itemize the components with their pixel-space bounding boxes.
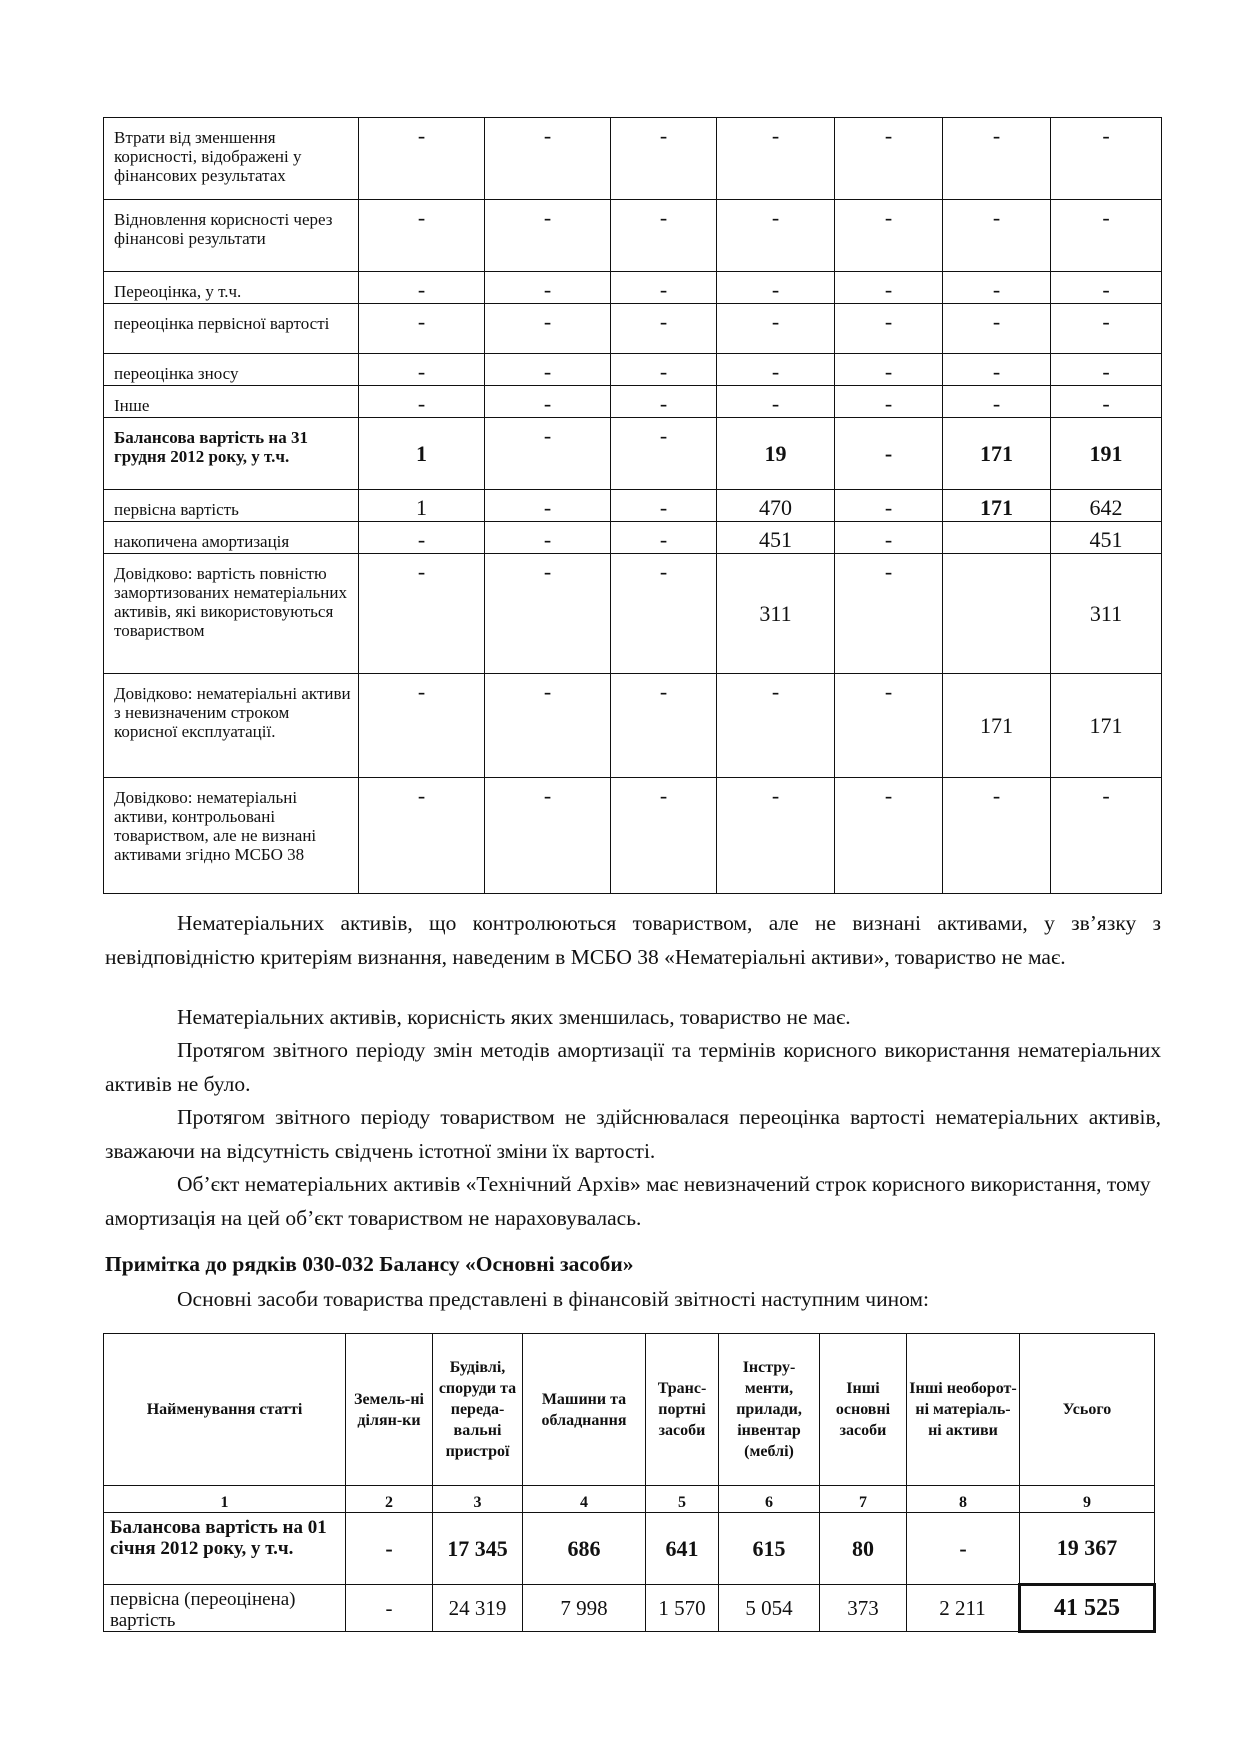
paragraph-4: Протягом звітного періоду товариством не здійснювалася переоцінка вартості нематеріальних активів, зважаючи на відсутність свідчень істотної зміни їх вартості.: [105, 1105, 1161, 1163]
cell-value: -: [884, 123, 893, 148]
column-header: Інстру-менти, прилади, інвентар (меблі): [719, 1334, 820, 1486]
table-cell: [943, 354, 1051, 386]
cell-value: -: [659, 495, 668, 520]
table-cell: [611, 674, 717, 778]
column-header: Усього: [1020, 1334, 1155, 1486]
cell-value: -: [1102, 309, 1110, 334]
table-row: [104, 674, 1162, 778]
cell-value: -: [1102, 123, 1110, 148]
column-number: 7: [820, 1486, 907, 1513]
cell-value: -: [884, 309, 893, 334]
row-label: Відновлення корисності через фінансові результати: [104, 200, 359, 272]
row-label: Довідково: нематеріальні активи з невизначеним строком корисної експлуатації.: [104, 674, 359, 778]
column-number: 4: [523, 1486, 646, 1513]
table-cell: [1051, 490, 1162, 522]
table-cell: [611, 490, 717, 522]
table-row: [104, 200, 1162, 272]
cell-value: 642: [1089, 495, 1123, 520]
column-header: Земель-ні ділян-ки: [346, 1334, 433, 1486]
cell-value: -: [543, 309, 552, 334]
column-header: Машини та обладнання: [523, 1334, 646, 1486]
table-row: [104, 354, 1162, 386]
table-cell: [1051, 304, 1162, 354]
cell-value: -: [884, 277, 893, 302]
table-cell: [485, 674, 611, 778]
cell-value: -: [659, 783, 668, 808]
table-cell: [611, 118, 717, 200]
cell-value: -: [543, 495, 552, 520]
table-cell: [943, 778, 1051, 894]
table-cell: 41 525: [1020, 1585, 1155, 1632]
cell-value: -: [1102, 359, 1110, 384]
cell-value: -: [884, 679, 893, 704]
table-cell: [835, 304, 943, 354]
table-cell: [717, 118, 835, 200]
row-label: Балансова вартість на 01 січня 2012 року, у т.ч.: [104, 1513, 346, 1585]
table-cell: 80: [820, 1513, 907, 1585]
table-cell: [611, 418, 717, 490]
column-header: Найменування статті: [104, 1334, 346, 1486]
table-cell: [611, 522, 717, 554]
table-cell: [835, 418, 943, 490]
cell-value: 171: [1089, 712, 1123, 738]
table-cell: [1051, 200, 1162, 272]
table-cell: [359, 778, 485, 894]
cell-value: -: [884, 205, 893, 230]
row-label: Переоцінка, у т.ч.: [104, 272, 359, 304]
cell-value: -: [659, 391, 668, 416]
cell-value: -: [659, 527, 668, 552]
table-cell: [485, 554, 611, 674]
cell-value: -: [417, 205, 426, 230]
cell-value: -: [543, 783, 552, 808]
cell-value: -: [659, 309, 668, 334]
cell-value: -: [884, 495, 893, 520]
intro-paragraph: Основні засоби товариства представлені в фінансовій звітності наступним чином:: [177, 1287, 929, 1311]
table-cell: [717, 674, 835, 778]
table-cell: [611, 200, 717, 272]
table-cell: [835, 386, 943, 418]
table-cell: [1051, 118, 1162, 200]
table-cell: [611, 554, 717, 674]
table-cell: [717, 554, 835, 674]
table-cell: -: [907, 1513, 1020, 1585]
cell-value: -: [992, 123, 1001, 148]
table-cell: [1051, 418, 1162, 490]
table-cell: [359, 200, 485, 272]
table-cell: [611, 354, 717, 386]
table-cell: [943, 522, 1051, 554]
table-cell: [717, 354, 835, 386]
table-cell: [943, 118, 1051, 200]
cell-value: -: [771, 277, 780, 302]
table-cell: [717, 418, 835, 490]
table-cell: 641: [646, 1513, 719, 1585]
table-cell: [717, 386, 835, 418]
table-cell: [359, 386, 485, 418]
row-label: первісна вартість: [104, 490, 359, 522]
table-cell: [943, 674, 1051, 778]
table-row: [104, 522, 1162, 554]
table-cell: [485, 418, 611, 490]
table-row: [104, 272, 1162, 304]
cell-value: -: [884, 783, 893, 808]
cell-value: -: [1102, 783, 1110, 808]
cell-value: -: [1102, 391, 1110, 416]
cell-value: -: [771, 679, 780, 704]
cell-value: -: [659, 679, 668, 704]
cell-value: -: [417, 391, 426, 416]
cell-value: -: [543, 359, 552, 384]
cell-value: -: [771, 359, 780, 384]
table-cell: [359, 674, 485, 778]
table-cell: [359, 522, 485, 554]
cell-value: -: [659, 277, 668, 302]
table-cell: [359, 554, 485, 674]
table-cell: 17 345: [433, 1513, 523, 1585]
table-cell: [485, 490, 611, 522]
cell-value: -: [543, 559, 552, 584]
table-cell: [1051, 272, 1162, 304]
column-number: 5: [646, 1486, 719, 1513]
table-cell: [611, 386, 717, 418]
cell-value: -: [992, 391, 1001, 416]
table-cell: [359, 304, 485, 354]
table-cell: -: [346, 1513, 433, 1585]
column-number-row: [104, 1486, 1155, 1513]
table-row: [104, 1513, 1155, 1585]
row-label: Довідково: вартість повністю замортизованих нематеріальних активів, які використовуються товариством: [104, 554, 359, 674]
table-cell: [485, 304, 611, 354]
table-cell: [359, 272, 485, 304]
row-label: Довідково: нематеріальні активи, контрольовані товариством, але не визнані активами згідно МСБО 38: [104, 778, 359, 894]
cell-value: 451: [1089, 527, 1123, 552]
cell-value: -: [659, 359, 668, 384]
cell-value: -: [417, 123, 426, 148]
table-cell: [835, 272, 943, 304]
cell-value: 171: [980, 495, 1013, 520]
table-row: [104, 778, 1162, 894]
column-header: Транс-портні засоби: [646, 1334, 719, 1486]
table-cell: 24 319: [433, 1585, 523, 1632]
cell-value: -: [884, 359, 893, 384]
table-cell: [485, 522, 611, 554]
table-row: [104, 554, 1162, 674]
cell-value: -: [543, 423, 552, 448]
column-header: Інші основні засоби: [820, 1334, 907, 1486]
table-cell: [943, 272, 1051, 304]
table-cell: [943, 418, 1051, 490]
cell-value: -: [417, 277, 426, 302]
cell-value: -: [543, 123, 552, 148]
cell-value: -: [543, 277, 552, 302]
table-cell: [835, 522, 943, 554]
cell-value: 191: [1089, 440, 1123, 466]
column-header: Інші необорот-ні матеріаль-ні активи: [907, 1334, 1020, 1486]
row-label: переоцінка зносу: [104, 354, 359, 386]
cell-value: 311: [759, 600, 792, 626]
cell-value: -: [771, 205, 780, 230]
table-cell: [485, 200, 611, 272]
intangible-assets-table: [103, 117, 1162, 894]
cell-value: -: [417, 783, 426, 808]
table-cell: [717, 200, 835, 272]
row-label: Балансова вартість на 31 грудня 2012 року, у т.ч.: [104, 418, 359, 490]
cell-value: 1: [416, 440, 427, 466]
cell-value: -: [992, 309, 1001, 334]
table-cell: 7 998: [523, 1585, 646, 1632]
paragraph-3: Протягом звітного періоду змін методів амортизації та термінів корисного використання нематеріальних активів не було.: [105, 1038, 1161, 1096]
column-header: Будівлі, споруди та переда-вальні пристрої: [433, 1334, 523, 1486]
row-label: Інше: [104, 386, 359, 418]
table-row: [104, 118, 1162, 200]
cell-value: -: [1102, 277, 1110, 302]
table-cell: [943, 490, 1051, 522]
cell-value: -: [543, 527, 552, 552]
table-row: [104, 490, 1162, 522]
table-cell: [943, 304, 1051, 354]
cell-value: -: [1102, 205, 1110, 230]
table-cell: [485, 386, 611, 418]
table-cell: [835, 200, 943, 272]
table-cell: [835, 674, 943, 778]
cell-value: 311: [1089, 600, 1123, 626]
cell-value: -: [992, 359, 1001, 384]
table-cell: 19 367: [1020, 1513, 1155, 1585]
cell-value: 470: [759, 495, 792, 520]
cell-value: -: [417, 679, 426, 704]
row-label: переоцінка первісної вартості: [104, 304, 359, 354]
table-cell: [1051, 554, 1162, 674]
table-cell: 373: [820, 1585, 907, 1632]
table-cell: [485, 778, 611, 894]
table-cell: [485, 272, 611, 304]
table-cell: 615: [719, 1513, 820, 1585]
cell-value: 171: [980, 712, 1013, 738]
cell-value: 1: [416, 495, 427, 520]
table-cell: [717, 272, 835, 304]
table-cell: [835, 118, 943, 200]
table-cell: [359, 490, 485, 522]
cell-value: -: [771, 123, 780, 148]
cell-value: -: [992, 783, 1001, 808]
table-cell: [485, 354, 611, 386]
cell-value: 171: [980, 440, 1013, 466]
column-number: 2: [346, 1486, 433, 1513]
table-cell: 5 054: [719, 1585, 820, 1632]
table-cell: [717, 522, 835, 554]
cell-value: -: [884, 391, 893, 416]
cell-value: -: [884, 440, 893, 466]
cell-value: -: [659, 123, 668, 148]
paragraph-2: Нематеріальних активів, корисність яких зменшилась, товариство не має.: [177, 1005, 851, 1029]
table-cell: [1051, 674, 1162, 778]
cell-value: -: [884, 559, 893, 584]
cell-value: -: [543, 679, 552, 704]
table-cell: [943, 554, 1051, 674]
cell-value: -: [417, 527, 426, 552]
cell-value: -: [659, 205, 668, 230]
table-cell: [835, 778, 943, 894]
cell-value: -: [992, 205, 1001, 230]
table-cell: [717, 778, 835, 894]
section-heading: Примітка до рядків 030-032 Балансу «Основні засоби»: [105, 1252, 634, 1276]
table-row: [104, 418, 1162, 490]
table-cell: [717, 490, 835, 522]
table-cell: 2 211: [907, 1585, 1020, 1632]
table-cell: -: [346, 1585, 433, 1632]
table-cell: [359, 354, 485, 386]
table-cell: [717, 304, 835, 354]
paragraph-5: Об’єкт нематеріальних активів «Технічний Архів» має невизначений строк корисного використання, тому амортизація на цей об’єкт товариством не нараховувалась.: [105, 1172, 1151, 1230]
table-row: [104, 386, 1162, 418]
cell-value: -: [771, 783, 780, 808]
cell-value: -: [771, 391, 780, 416]
column-number: 9: [1020, 1486, 1155, 1513]
cell-value: -: [659, 559, 668, 584]
table-cell: 1 570: [646, 1585, 719, 1632]
table-row: [104, 1585, 1155, 1632]
table-row: [104, 304, 1162, 354]
table-cell: [611, 778, 717, 894]
table-cell: [1051, 354, 1162, 386]
table-cell: [611, 304, 717, 354]
row-label: Втрати від зменшення корисності, відображені у фінансових результатах: [104, 118, 359, 200]
column-number: 6: [719, 1486, 820, 1513]
table-cell: [1051, 386, 1162, 418]
column-number: 8: [907, 1486, 1020, 1513]
table-cell: 686: [523, 1513, 646, 1585]
cell-value: -: [659, 423, 668, 448]
cell-value: -: [543, 391, 552, 416]
cell-value: 19: [764, 440, 787, 466]
row-label: накопичена амортизація: [104, 522, 359, 554]
fixed-assets-table: [103, 1333, 1156, 1633]
cell-value: -: [992, 277, 1001, 302]
table-cell: [835, 490, 943, 522]
cell-value: -: [884, 527, 893, 552]
column-number: 3: [433, 1486, 523, 1513]
table-cell: [611, 272, 717, 304]
table-cell: [943, 200, 1051, 272]
table-cell: [835, 354, 943, 386]
cell-value: -: [543, 205, 552, 230]
table-cell: [359, 418, 485, 490]
table-cell: [1051, 522, 1162, 554]
table-cell: [485, 118, 611, 200]
table-cell: [835, 554, 943, 674]
table-cell: [1051, 778, 1162, 894]
table-cell: [943, 386, 1051, 418]
column-number: 1: [104, 1486, 346, 1513]
cell-value: -: [417, 359, 426, 384]
cell-value: -: [771, 309, 780, 334]
table-cell: [359, 118, 485, 200]
cell-value: -: [417, 309, 426, 334]
paragraph-1: Нематеріальних активів, що контролюються товариством, але не визнані активами, у зв’язку з невідповідністю критеріям визнання, наведеним в МСБО 38 «Нематеріальні активи», товариство не має.: [105, 911, 1161, 969]
cell-value: -: [417, 559, 426, 584]
cell-value: 451: [759, 527, 792, 552]
row-label: первісна (переоцінена) вартість: [104, 1585, 346, 1632]
